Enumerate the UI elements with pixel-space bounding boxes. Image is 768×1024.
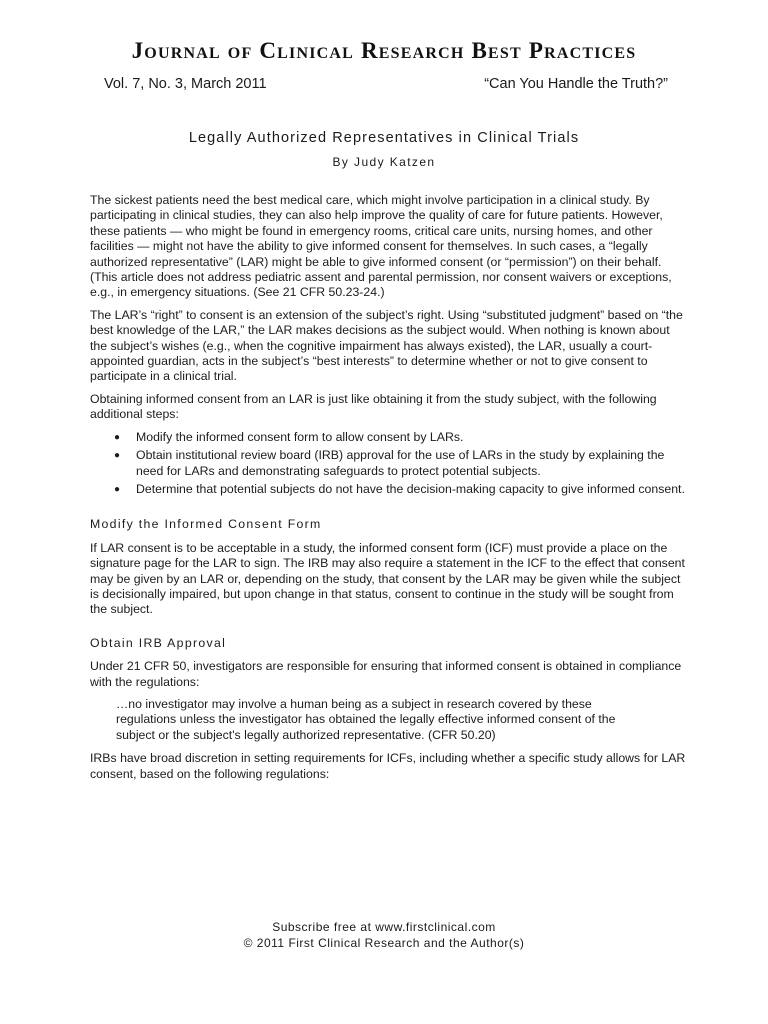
list-item bbox=[114, 448, 690, 479]
copyright-line: © 2011 First Clinical Research and the Author(s) bbox=[243, 936, 525, 950]
irb-paragraph: Under 21 CFR 50, investigators are responsible for ensuring that informed consent is obtained in compliance with the regulations: bbox=[90, 659, 682, 689]
list-item-text: Obtain institutional review board (IRB) approval for the use of LARs in the study by explaining the need for LARs and demonstrating safeguards to protect potential subjects. bbox=[136, 448, 665, 478]
list-item bbox=[114, 481, 690, 497]
subscribe-line: Subscribe free at www.firstclinical.com bbox=[272, 920, 496, 934]
journal-title: Journal of Clinical Research Best Practices bbox=[131, 38, 637, 63]
article-body bbox=[90, 193, 690, 789]
intro-paragraph: The sickest patients need the best medical care, which might involve participation in a clinical study. By participating in clinical studies, they can also help improve the quality of care for future patients. However, these patients — who might be found in emergency rooms, critical care units, nursing homes, and other facilities — might not have the ability to give informed consent for themselves. In such cases, a “legally authorized representative” (LAR) might be able to give informed consent (or “permission”) on their behalf. (This article does not address pediatric assent and parental permission, nor consent waivers or exceptions, e.g., in emergency situations. (See 21 CFR 50.23-24.) bbox=[90, 193, 672, 300]
issue-tagline: “Can You Handle the Truth?” bbox=[484, 76, 668, 92]
bullet-icon: ● bbox=[114, 431, 121, 443]
article-byline: By Judy Katzen bbox=[332, 155, 436, 169]
steps-intro-paragraph: Obtaining informed consent from an LAR is just like obtaining it from the study subject, with the following additional steps: bbox=[90, 391, 657, 422]
steps-list bbox=[90, 430, 690, 498]
irb-discretion-paragraph: IRBs have broad discretion in setting requirements for ICFs, including whether a specific study allows for LAR consent, based on the following regulations: bbox=[90, 751, 686, 781]
section-heading-icf: Modify the Informed Consent Form bbox=[90, 517, 322, 532]
regulation-quote: …no investigator may involve a human being as a subject in research covered by these regulations unless the investigator has obtained the legally effective informed consent of the subject or the subject's legally authorized representative. (CFR 50.20) bbox=[116, 696, 616, 742]
issue-info: Vol. 7, No. 3, March 2011 bbox=[104, 76, 267, 92]
icf-paragraph: If LAR consent is to be acceptable in a study, the informed consent form (ICF) must provide a place on the signature page for the LAR to sign. The IRB may also require a statement in the ICF to the effect that consent may be given by an LAR or, depending on the study, that consent by the LAR may be given while the subject is decisionally impaired, but upon change in that status, consent to continue in the study will be sought from the subject. bbox=[90, 540, 685, 617]
bullet-icon: ● bbox=[114, 450, 121, 462]
list-item bbox=[114, 429, 690, 445]
article-title: Legally Authorized Representatives in Clinical Trials bbox=[188, 130, 580, 146]
list-item-text: Modify the informed consent form to allow consent by LARs. bbox=[136, 429, 464, 444]
lar-right-paragraph: The LAR’s “right” to consent is an extension of the subject’s right. Using “substituted judgment” based on “the best knowledge of the LAR,” the LAR makes decisions as the subject would. When nothing is known about the subject’s wishes (e.g., when the cognitive impairment has always existed), the LAR, usually a court-appointed guardian, acts in the subject’s “best interests” to determine whether or not to give consent to participate in a clinical trial. bbox=[90, 307, 683, 384]
issue-line bbox=[104, 76, 668, 92]
list-item-text: Determine that potential subjects do not have the decision-making capacity to give informed consent. bbox=[136, 481, 685, 496]
section-heading-irb: Obtain IRB Approval bbox=[90, 635, 227, 650]
bullet-icon: ● bbox=[114, 483, 121, 495]
page-footer bbox=[0, 919, 768, 951]
